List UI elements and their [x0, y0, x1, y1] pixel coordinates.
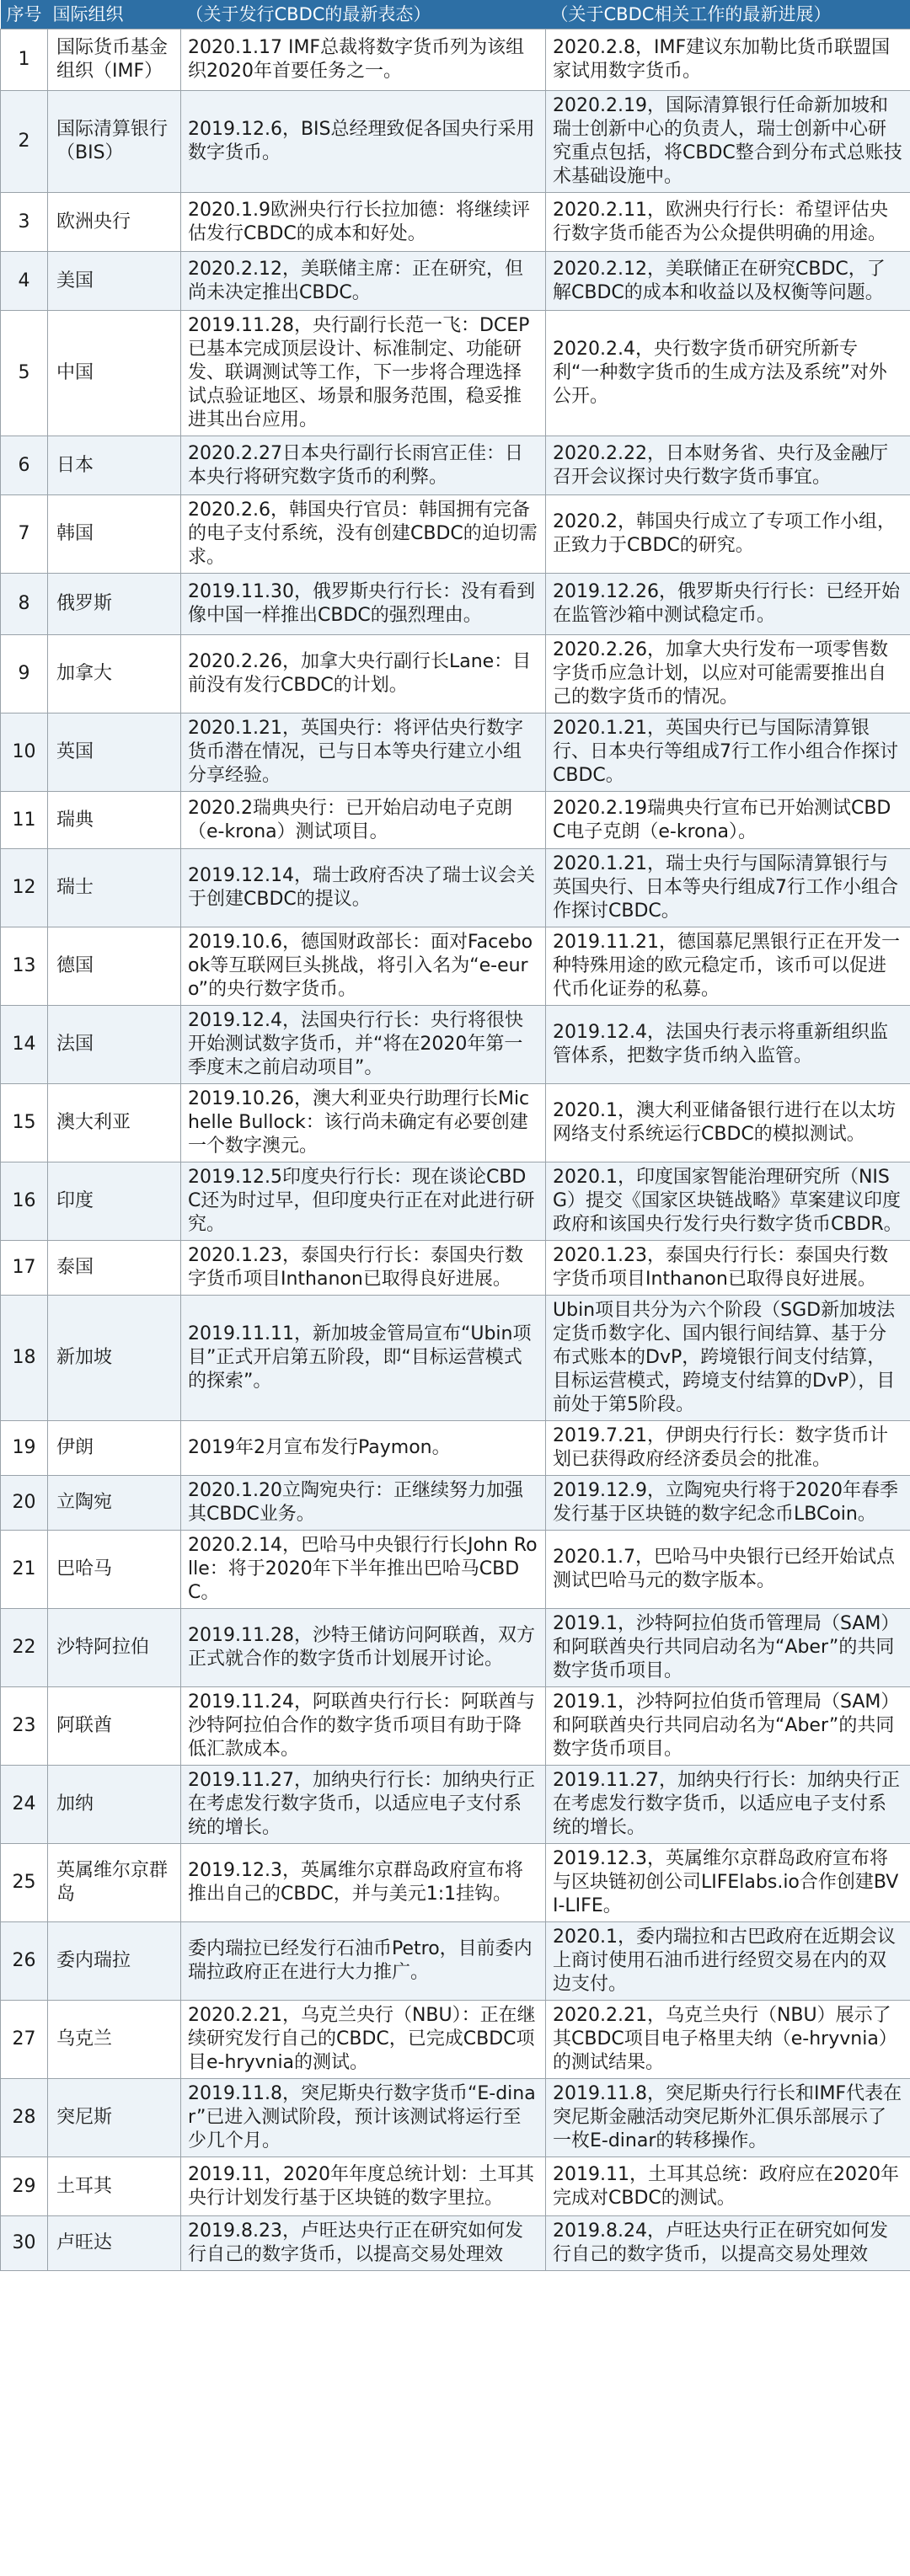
row-index: 11: [1, 792, 48, 849]
table-row: [1, 1296, 910, 1421]
row-org: 委内瑞拉: [48, 1922, 181, 2001]
row-stance: 2019.11.30，俄罗斯央行行长：没有看到像中国一样推出CBDC的强烈理由。: [181, 574, 546, 635]
row-progress: 2020.2.22，日本财务省、央行及金融厅召开会议探讨央行数字货币事宜。: [546, 436, 910, 495]
table-row: [1, 1162, 910, 1241]
row-index: 26: [1, 1922, 48, 2001]
table-row: [1, 1609, 910, 1687]
row-stance: 2019.12.6，BIS总经理致促各国央行采用数字货币。: [181, 91, 546, 193]
row-progress: 2020.2.8，IMF建议东加勒比货币联盟国家试用数字货币。: [546, 29, 910, 91]
row-stance: 2019.12.5印度央行行长：现在谈论CBDC还为时过早，但印度央行正在对此进行研究。: [181, 1162, 546, 1241]
row-index: 24: [1, 1766, 48, 1844]
table-row: [1, 1844, 910, 1922]
row-org: 乌克兰: [48, 2001, 181, 2079]
row-progress: 2020.1.23，泰国央行行长：泰国央行数字货币项目Inthanon已取得良好进展。: [546, 1241, 910, 1296]
row-stance: 2020.1.20立陶宛央行：正继续努力加强其CBDC业务。: [181, 1476, 546, 1531]
row-org: 欧洲央行: [48, 193, 181, 252]
row-org: 澳大利亚: [48, 1084, 181, 1162]
table-row: [1, 311, 910, 436]
table-row: [1, 1006, 910, 1084]
header-progress: （关于CBDC相关工作的最新进展）: [546, 0, 910, 29]
row-org: 中国: [48, 311, 181, 436]
row-stance: 2020.2.21，乌克兰央行（NBU）：正在继续研究发行自己的CBDC，已完成CBDC项目e-hryvnia的测试。: [181, 2001, 546, 2079]
row-org: 立陶宛: [48, 1476, 181, 1531]
row-progress: 2019.1，沙特阿拉伯货币管理局（SAM）和阿联酋央行共同启动名为“Aber”的共同数字货币项目。: [546, 1609, 910, 1687]
row-index: 18: [1, 1296, 48, 1421]
row-org: 瑞士: [48, 849, 181, 927]
row-progress: 2019.7.21，伊朗央行行长：数字货币计划已获得政府经济委员会的批准。: [546, 1421, 910, 1476]
row-org: 国际清算银行（BIS）: [48, 91, 181, 193]
row-stance: 2020.1.9欧洲央行行长拉加德：将继续评估发行CBDC的成本和好处。: [181, 193, 546, 252]
row-index: 28: [1, 2079, 48, 2157]
row-index: 25: [1, 1844, 48, 1922]
row-index: 16: [1, 1162, 48, 1241]
row-stance: 2019.11.24，阿联酋央行行长：阿联酋与沙特阿拉伯合作的数字货币项目有助于降低汇款成本。: [181, 1687, 546, 1766]
table-row: [1, 436, 910, 495]
row-index: 29: [1, 2157, 48, 2216]
row-stance: 2020.2.6，韩国央行官员：韩国拥有完备的电子支付系统，没有创建CBDC的迫切需求。: [181, 495, 546, 574]
row-index: 13: [1, 927, 48, 1006]
table-row: [1, 1766, 910, 1844]
row-index: 8: [1, 574, 48, 635]
row-org: 俄罗斯: [48, 574, 181, 635]
row-progress: 2019.12.4，法国央行表示将重新组织监管体系，把数字货币纳入监管。: [546, 1006, 910, 1084]
row-org: 阿联酋: [48, 1687, 181, 1766]
row-stance: 2020.1.23，泰国央行行长：泰国央行数字货币项目Inthanon已取得良好进展。: [181, 1241, 546, 1296]
row-progress: 2020.2.21，乌克兰央行（NBU）展示了其CBDC项目电子格里夫纳（e-hryvnia）的测试结果。: [546, 2001, 910, 2079]
row-index: 7: [1, 495, 48, 574]
row-index: 1: [1, 29, 48, 91]
row-org: 沙特阿拉伯: [48, 1609, 181, 1687]
row-progress: 2019.8.24，卢旺达央行正在研究如何发行自己的数字货币，以提高交易处理效: [546, 2216, 910, 2271]
row-progress: 2020.2.19瑞典央行宣布已开始测试CBDC电子克朗（e-krona）。: [546, 792, 910, 849]
row-stance: 2019.11.28，央行副行长范一飞：DCEP已基本完成顶层设计、标准制定、功能研发、联调测试等工作，下一步将合理选择试点验证地区、场景和服务范围，稳妥推进其出台应用。: [181, 311, 546, 436]
row-stance: 2020.2.26，加拿大央行副行长Lane：目前没有发行CBDC的计划。: [181, 635, 546, 713]
row-progress: 2019.11.8，突尼斯央行行长和IMF代表在突尼斯金融活动突尼斯外汇俱乐部展示了一枚E-dinar的转移操作。: [546, 2079, 910, 2157]
row-progress: 2020.1，印度国家智能治理研究所（NISG）提交《国家区块链战略》草案建议印度政府和该国央行发行央行数字货币CBDR。: [546, 1162, 910, 1241]
row-progress: 2020.2.19，国际清算银行任命新加坡和瑞士创新中心的负责人，瑞士创新中心研究重点包括，将CBDC整合到分布式总账技术基础设施中。: [546, 91, 910, 193]
row-index: 9: [1, 635, 48, 713]
row-stance: 2019.10.6，德国财政部长：面对Facebook等互联网巨头挑战，将引入名为“e-euro”的央行数字货币。: [181, 927, 546, 1006]
row-progress: 2020.2.4，央行数字货币研究所新专利“一种数字货币的生成方法及系统”对外公开。: [546, 311, 910, 436]
row-progress: 2019.1，沙特阿拉伯货币管理局（SAM）和阿联酋央行共同启动名为“Aber”的共同数字货币项目。: [546, 1687, 910, 1766]
table-row: [1, 1421, 910, 1476]
row-stance: 2019.11.27，加纳央行行长：加纳央行正在考虑发行数字货币，以适应电子支付系统的增长。: [181, 1766, 546, 1844]
table-row: [1, 29, 910, 91]
table-row: [1, 1922, 910, 2001]
row-stance: 2020.2.12，美联储主席：正在研究，但尚未决定推出CBDC。: [181, 252, 546, 311]
row-org: 加纳: [48, 1766, 181, 1844]
row-org: 英国: [48, 713, 181, 792]
row-progress: 2020.1.7，巴哈马中央银行已经开始试点测试巴哈马元的数字版本。: [546, 1531, 910, 1609]
header-row: [1, 0, 910, 29]
row-index: 22: [1, 1609, 48, 1687]
table-row: [1, 1476, 910, 1531]
header-index: 序号: [1, 0, 48, 29]
table-row: [1, 927, 910, 1006]
row-stance: 2020.2.14，巴哈马中央银行行长John Rolle：将于2020年下半年推出巴哈马CBDC。: [181, 1531, 546, 1609]
row-progress: 2020.1，委内瑞拉和古巴政府在近期会议上商讨使用石油币进行经贸交易在内的双边支付。: [546, 1922, 910, 2001]
row-stance: 委内瑞拉已经发行石油币Petro，目前委内瑞拉政府正在进行大力推广。: [181, 1922, 546, 2001]
row-index: 17: [1, 1241, 48, 1296]
row-index: 30: [1, 2216, 48, 2271]
row-progress: 2019.11.27，加纳央行行长：加纳央行正在考虑发行数字货币，以适应电子支付系统的增长。: [546, 1766, 910, 1844]
table-row: [1, 574, 910, 635]
table-row: [1, 1531, 910, 1609]
row-org: 新加坡: [48, 1296, 181, 1421]
row-org: 加拿大: [48, 635, 181, 713]
row-progress: Ubin项目共分为六个阶段（SGD新加坡法定货币数字化、国内银行间结算、基于分布式账本的DvP，跨境银行间支付结算，目标运营模式，跨境支付结算的DvP），目前处于第5阶段。: [546, 1296, 910, 1421]
row-stance: 2019年2月宣布发行Paymon。: [181, 1421, 546, 1476]
row-index: 3: [1, 193, 48, 252]
table-row: [1, 635, 910, 713]
row-org: 伊朗: [48, 1421, 181, 1476]
row-index: 19: [1, 1421, 48, 1476]
row-progress: 2019.11，土耳其总统：政府应在2020年完成对CBDC的测试。: [546, 2157, 910, 2216]
row-org: 巴哈马: [48, 1531, 181, 1609]
row-org: 国际货币基金组织（IMF）: [48, 29, 181, 91]
row-stance: 2019.11.8，突尼斯央行数字货币“E-dinar”已进入测试阶段，预计该测试将运行至少几个月。: [181, 2079, 546, 2157]
row-org: 日本: [48, 436, 181, 495]
row-progress: 2020.1.21，瑞士央行与国际清算银行与英国央行、日本等央行组成7行工作小组合作探讨CBDC。: [546, 849, 910, 927]
row-index: 21: [1, 1531, 48, 1609]
row-org: 美国: [48, 252, 181, 311]
table-body: [1, 29, 910, 2271]
table-row: [1, 2079, 910, 2157]
row-progress: 2020.2.12，美联储正在研究CBDC，了解CBDC的成本和收益以及权衡等问题。: [546, 252, 910, 311]
row-stance: 2019.12.14，瑞士政府否决了瑞士议会关于创建CBDC的提议。: [181, 849, 546, 927]
table-row: [1, 495, 910, 574]
row-org: 瑞典: [48, 792, 181, 849]
row-org: 卢旺达: [48, 2216, 181, 2271]
row-stance: 2019.12.3，英属维尔京群岛政府宣布将推出自己的CBDC，并与美元1:1挂钩。: [181, 1844, 546, 1922]
row-progress: 2020.1.21，英国央行已与国际清算银行、日本央行等组成7行工作小组合作探讨CBDC。: [546, 713, 910, 792]
row-stance: 2020.2瑞典央行：已开始启动电子克朗（e-krona）测试项目。: [181, 792, 546, 849]
row-progress: 2020.1，澳大利亚储备银行进行在以太坊网络支付系统运行CBDC的模拟测试。: [546, 1084, 910, 1162]
row-org: 英属维尔京群岛: [48, 1844, 181, 1922]
table-row: [1, 2001, 910, 2079]
row-org: 土耳其: [48, 2157, 181, 2216]
table-row: [1, 1084, 910, 1162]
row-index: 27: [1, 2001, 48, 2079]
table-row: [1, 849, 910, 927]
row-index: 23: [1, 1687, 48, 1766]
row-progress: 2019.12.3，英属维尔京群岛政府宣布将与区块链初创公司LIFElabs.io合作创建BVI-LIFE。: [546, 1844, 910, 1922]
table-row: [1, 193, 910, 252]
table-row: [1, 713, 910, 792]
header-org: 国际组织: [48, 0, 181, 29]
row-stance: 2020.2.27日本央行副行长雨宫正佳：日本央行将研究数字货币的利弊。: [181, 436, 546, 495]
row-index: 6: [1, 436, 48, 495]
row-org: 德国: [48, 927, 181, 1006]
row-index: 10: [1, 713, 48, 792]
row-progress: 2020.2.11，欧洲央行行长：希望评估央行数字货币能否为公众提供明确的用途。: [546, 193, 910, 252]
table-row: [1, 1687, 910, 1766]
row-index: 2: [1, 91, 48, 193]
row-stance: 2020.1.21，英国央行：将评估央行数字货币潜在情况，已与日本等央行建立小组分享经验。: [181, 713, 546, 792]
row-index: 20: [1, 1476, 48, 1531]
row-progress: 2019.11.21，德国慕尼黑银行正在开发一种特殊用途的欧元稳定币，该币可以促进代币化证券的私募。: [546, 927, 910, 1006]
header-stance: （关于发行CBDC的最新表态）: [181, 0, 546, 29]
row-stance: 2019.12.4，法国央行行长：央行将很快开始测试数字货币，并“将在2020年第一季度末之前启动项目”。: [181, 1006, 546, 1084]
row-stance: 2019.11，2020年年度总统计划：土耳其央行计划发行基于区块链的数字里拉。: [181, 2157, 546, 2216]
row-stance: 2019.11.28，沙特王储访问阿联酋，双方正式就合作的数字货币计划展开讨论。: [181, 1609, 546, 1687]
row-stance: 2020.1.17 IMF总裁将数字货币列为该组织2020年首要任务之一。: [181, 29, 546, 91]
table-row: [1, 2157, 910, 2216]
row-org: 法国: [48, 1006, 181, 1084]
row-progress: 2020.2，韩国央行成立了专项工作小组，正致力于CBDC的研究。: [546, 495, 910, 574]
row-org: 印度: [48, 1162, 181, 1241]
row-index: 5: [1, 311, 48, 436]
table-row: [1, 91, 910, 193]
row-org: 韩国: [48, 495, 181, 574]
row-index: 15: [1, 1084, 48, 1162]
row-org: 突尼斯: [48, 2079, 181, 2157]
row-progress: 2019.12.26，俄罗斯央行行长：已经开始在监管沙箱中测试稳定币。: [546, 574, 910, 635]
row-progress: 2019.12.9，立陶宛央行将于2020年春季发行基于区块链的数字纪念币LBCoin。: [546, 1476, 910, 1531]
table-row: [1, 1241, 910, 1296]
row-stance: 2019.11.11，新加坡金管局宣布“Ubin项目”正式开启第五阶段，即“目标运营模式的探索”。: [181, 1296, 546, 1421]
table-row: [1, 252, 910, 311]
row-stance: 2019.8.23，卢旺达央行正在研究如何发行自己的数字货币，以提高交易处理效: [181, 2216, 546, 2271]
row-index: 4: [1, 252, 48, 311]
row-stance: 2019.10.26，澳大利亚央行助理行长Michelle Bullock：该行尚未确定有必要创建一个数字澳元。: [181, 1084, 546, 1162]
row-progress: 2020.2.26，加拿大央行发布一项零售数字货币应急计划，以应对可能需要推出自己的数字货币的情况。: [546, 635, 910, 713]
row-index: 14: [1, 1006, 48, 1084]
table-row: [1, 792, 910, 849]
row-org: 泰国: [48, 1241, 181, 1296]
table-row: [1, 2216, 910, 2271]
row-index: 12: [1, 849, 48, 927]
